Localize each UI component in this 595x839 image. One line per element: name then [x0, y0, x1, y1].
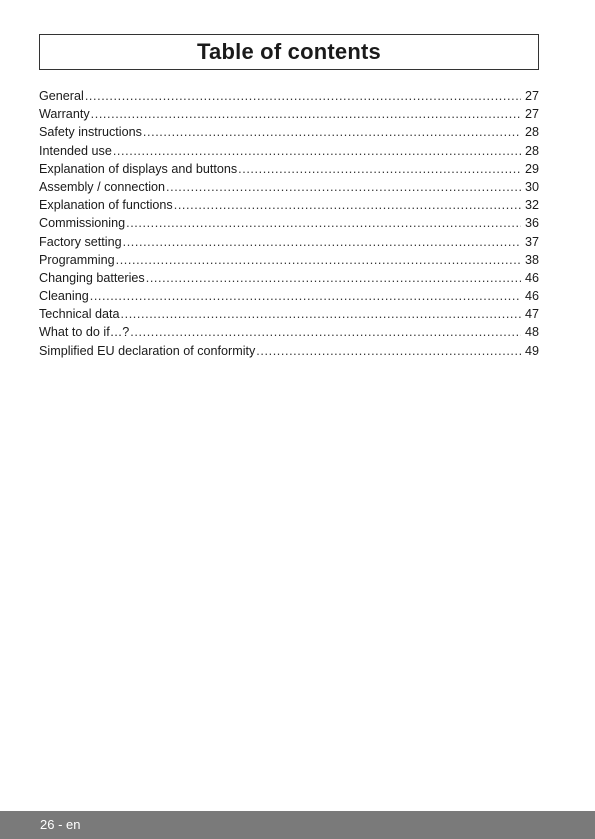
toc-entry-label: Programming	[39, 252, 115, 267]
footer-bar	[0, 811, 595, 839]
toc-dot-leader	[85, 87, 521, 105]
toc-entry-technical-data[interactable]	[39, 305, 539, 323]
toc-entry-page: 30	[524, 179, 539, 194]
toc-entry-label: Technical data	[39, 307, 120, 322]
toc-dot-leader	[91, 105, 521, 123]
toc-entry-page: 28	[524, 125, 539, 140]
toc-entry-intended-use[interactable]	[39, 142, 539, 160]
toc-entry-page: 32	[524, 198, 539, 213]
toc-entry-page: 27	[524, 89, 539, 103]
title-box	[39, 34, 539, 70]
toc-entry-page: 46	[524, 289, 539, 304]
page-title: Table of contents	[197, 39, 381, 64]
toc-list	[39, 87, 539, 360]
toc-entry-label: Explanation of displays and buttons	[39, 161, 238, 176]
toc-entry-label: Assembly / connection	[39, 179, 165, 194]
toc-dot-leader	[256, 342, 521, 360]
toc-dot-leader	[166, 178, 521, 196]
toc-dot-leader	[143, 123, 521, 141]
toc-entry-page: 47	[524, 307, 539, 322]
toc-entry-page: 37	[524, 234, 539, 249]
toc-entry-assembly-connection[interactable]	[39, 178, 539, 196]
toc-entry-safety-instructions[interactable]	[39, 123, 539, 141]
toc-entry-page: 29	[524, 161, 539, 176]
toc-entry-cleaning[interactable]	[39, 287, 539, 305]
toc-entry-page: 48	[524, 325, 539, 340]
toc-entry-label: Factory setting	[39, 234, 122, 249]
toc-entry-displays-and-buttons[interactable]	[39, 160, 539, 178]
toc-dot-leader	[116, 251, 521, 269]
toc-entry-page: 28	[524, 143, 539, 158]
toc-entry-label: Explanation of functions	[39, 198, 173, 213]
toc-dot-leader	[126, 214, 521, 232]
toc-entry-general[interactable]	[39, 87, 539, 105]
toc-entry-warranty[interactable]	[39, 105, 539, 123]
toc-entry-label: Safety instructions	[39, 125, 142, 140]
toc-entry-label: General	[39, 89, 84, 103]
toc-entry-page: 46	[524, 270, 539, 285]
toc-dot-leader	[174, 196, 521, 214]
toc-entry-eu-declaration[interactable]	[39, 342, 539, 360]
toc-entry-explanation-of-functions[interactable]	[39, 196, 539, 214]
toc-entry-label: Commissioning	[39, 216, 126, 231]
toc-entry-page: 38	[524, 252, 539, 267]
toc-entry-what-to-do-if[interactable]	[39, 323, 539, 341]
toc-dot-leader	[113, 142, 521, 160]
toc-entry-commissioning[interactable]	[39, 214, 539, 232]
toc-entry-label: Simplified EU declaration of conformity	[39, 343, 256, 358]
toc-entry-label: Intended use	[39, 143, 112, 158]
toc-entry-page: 49	[524, 343, 539, 358]
toc-dot-leader	[238, 160, 521, 178]
toc-entry-label: Changing batteries	[39, 270, 145, 285]
toc-dot-leader	[130, 323, 521, 341]
toc-entry-changing-batteries[interactable]	[39, 269, 539, 287]
toc-dot-leader	[146, 269, 521, 287]
toc-entry-label: What to do if…?	[39, 325, 130, 340]
toc-entry-label: Warranty	[39, 107, 90, 122]
page-number: 26 - en	[40, 817, 81, 832]
toc-entry-label: Cleaning	[39, 289, 89, 304]
toc-entry-page: 36	[524, 216, 539, 231]
toc-entry-programming[interactable]	[39, 251, 539, 269]
toc-dot-leader	[90, 287, 521, 305]
toc-dot-leader	[123, 233, 521, 251]
toc-entry-page: 27	[524, 107, 539, 122]
toc-entry-factory-setting[interactable]	[39, 233, 539, 251]
toc-dot-leader	[121, 305, 521, 323]
